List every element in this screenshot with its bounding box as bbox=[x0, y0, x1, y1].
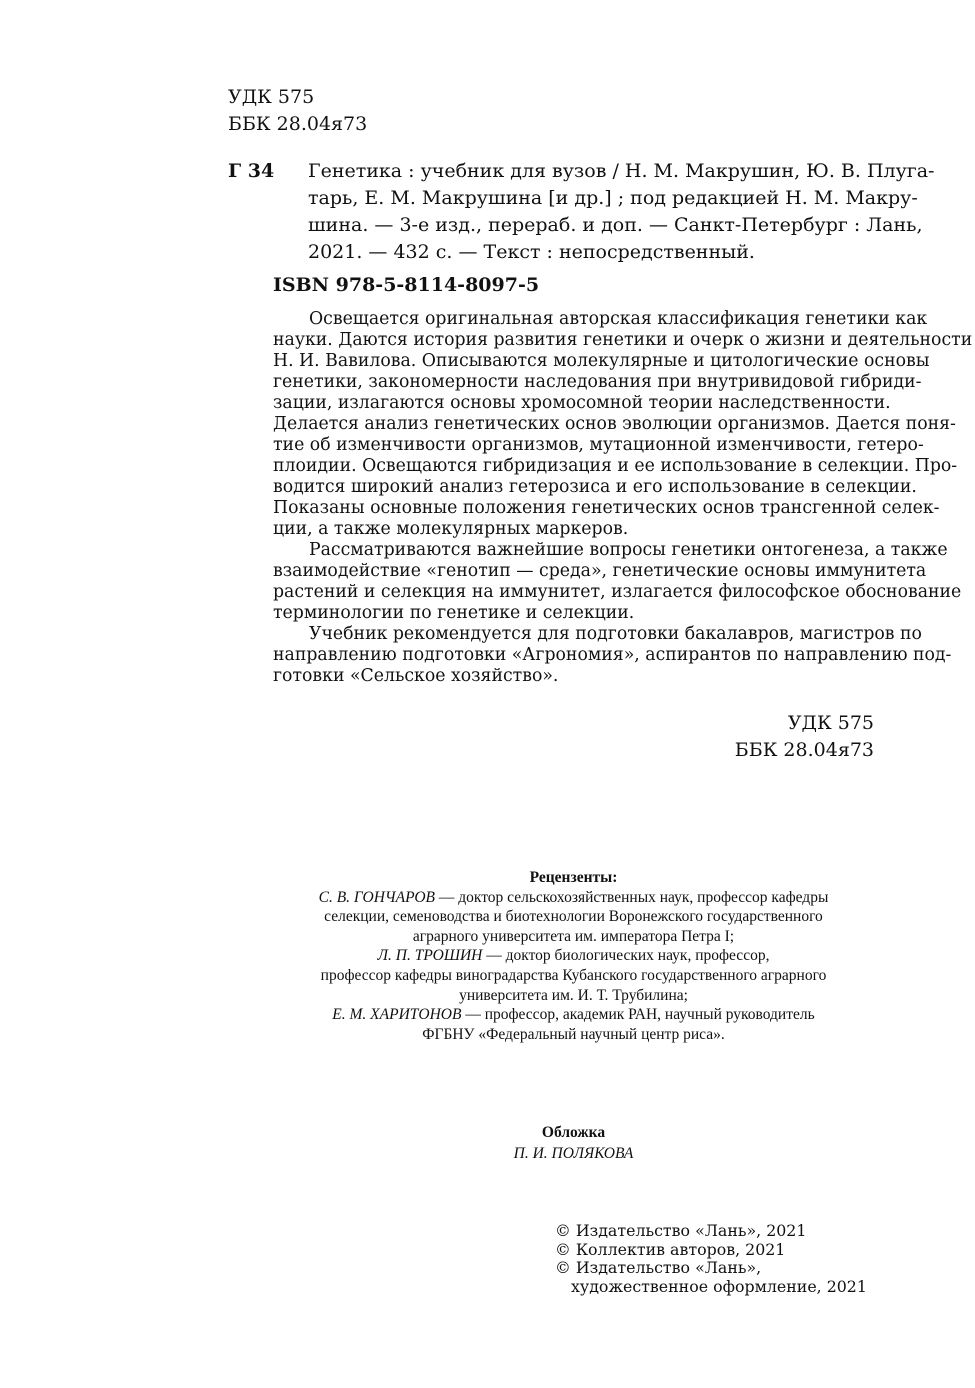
annotation-line: терминологии по генетике и селекции. bbox=[273, 603, 635, 623]
annotation-line: тие об изменчивости организмов, мутационной изменчивости, гетеро- bbox=[273, 435, 924, 455]
annotation-line: Освещается оригинальная авторская классификация генетики как bbox=[309, 309, 928, 329]
reviewer-name: Е. М. ХАРИТОНОВ bbox=[332, 1006, 462, 1024]
bbk-code: ББК 28.04я73 bbox=[228, 113, 368, 135]
reviewer-line: университета им. И. Т. Трубилина; bbox=[459, 986, 688, 1004]
reviewer-line: аграрного университета им. императора Петра I; bbox=[412, 927, 735, 945]
annotation-line: Н. И. Вавилова. Описываются молекулярные и цитологические основы bbox=[273, 351, 930, 371]
reviewer-desc: — доктор сельскохозяйственных наук, профессор кафедры bbox=[435, 888, 829, 906]
annotation-line: ции, а также молекулярных маркеров. bbox=[273, 519, 629, 539]
copyright-block bbox=[555, 1222, 867, 1296]
annotation-line: готовки «Сельское хозяйство». bbox=[273, 666, 559, 686]
annotation-line: генетики, закономерности наследования при внутривидовой гибриди- bbox=[273, 372, 922, 392]
catalog-line: тарь, Е. М. Макрушина [и др.] ; под редакцией Н. М. Макру- bbox=[308, 187, 918, 209]
annotation-line: направлению подготовки «Агрономия», аспирантов по направлению под- bbox=[273, 645, 952, 665]
copyright-line: художественное оформление, 2021 bbox=[571, 1276, 867, 1296]
reviewer-desc: — доктор биологических наук, профессор, bbox=[482, 947, 770, 965]
reviewer-name: Л. П. ТРОШИН bbox=[377, 947, 483, 965]
annotation-line: зации, излагаются основы хромосомной теории наследственности. bbox=[273, 393, 891, 413]
catalog-line: 2021. — 432 с. — Текст : непосредственный. bbox=[308, 241, 755, 263]
reviewers-section bbox=[273, 868, 874, 1044]
annotation-line: Рассматриваются важнейшие вопросы генетики онтогенеза, а также bbox=[309, 540, 948, 560]
annotation bbox=[273, 309, 973, 687]
reviewers-heading: Рецензенты: bbox=[529, 869, 618, 886]
udk-code: УДК 575 bbox=[787, 712, 874, 734]
isbn: ISBN 978-5-8114-8097-5 bbox=[273, 274, 540, 296]
annotation-line: растений и селекция на иммунитет, излагается философское обоснование bbox=[273, 582, 962, 602]
bbk-code: ББК 28.04я73 bbox=[734, 739, 874, 761]
cover-designer: П. И. ПОЛЯКОВА bbox=[513, 1145, 634, 1162]
reviewer-line: селекции, семеноводства и биотехнологии Воронежского государственного bbox=[324, 908, 823, 926]
reviewer-line bbox=[273, 946, 874, 966]
cover-heading: Обложка bbox=[541, 1124, 606, 1141]
reviewer-desc: — профессор, академик РАН, научный руководитель bbox=[461, 1006, 815, 1024]
annotation-line: Делается анализ генетических основ эволюции организмов. Дается поня- bbox=[273, 414, 956, 434]
catalog-code: Г 34 bbox=[228, 160, 275, 182]
classification-top bbox=[228, 84, 367, 138]
annotation-line: плоидии. Освещаются гибридизация и ее использование в селекции. Про- bbox=[273, 456, 958, 476]
catalog-description bbox=[308, 158, 935, 266]
reviewer-line: ФГБНУ «Федеральный научный центр риса». bbox=[422, 1025, 725, 1043]
annotation-line: водится широкий анализ гетерозиса и его использование в селекции. bbox=[273, 477, 917, 497]
annotation-line: науки. Даются история развития генетики и очерк о жизни и деятельности bbox=[273, 330, 973, 350]
annotation-line: Показаны основные положения генетических основ трансгенной селек- bbox=[273, 498, 940, 518]
annotation-line: Учебник рекомендуется для подготовки бакалавров, магистров по bbox=[309, 624, 922, 644]
reviewer-name: С. В. ГОНЧАРОВ bbox=[318, 888, 436, 906]
annotation-line: взаимодействие «генотип — среда», генетические основы иммунитета bbox=[273, 561, 927, 581]
catalog-line: шина. — 3-е изд., перераб. и доп. — Санкт-Петербург : Лань, bbox=[308, 214, 923, 236]
reviewer-line bbox=[273, 888, 874, 908]
udk-code: УДК 575 bbox=[228, 86, 315, 108]
catalog-line: Генетика : учебник для вузов / Н. М. Макрушин, Ю. В. Плуга- bbox=[308, 160, 935, 182]
copyright-line: © Коллектив авторов, 2021 bbox=[555, 1239, 786, 1259]
classification-bottom bbox=[735, 710, 874, 764]
cover-credit bbox=[273, 1122, 874, 1164]
reviewer-line: профессор кафедры виноградарства Кубанского государственного аграрного bbox=[320, 966, 827, 984]
copyright-line: © Издательство «Лань», 2021 bbox=[555, 1221, 807, 1240]
copyright-line: © Издательство «Лань», bbox=[555, 1258, 762, 1277]
reviewer-line bbox=[273, 1005, 874, 1025]
